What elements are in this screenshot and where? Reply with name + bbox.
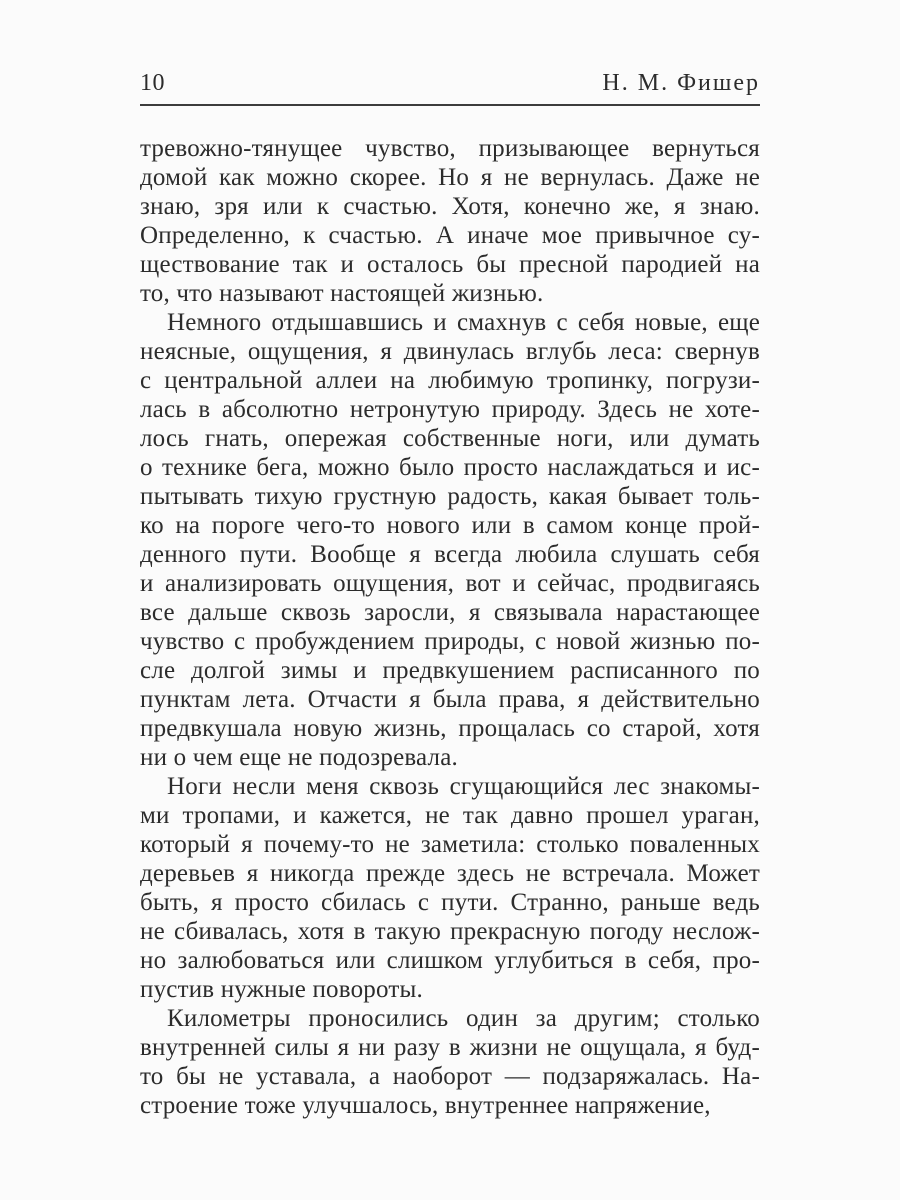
text-line: о технике бега, можно было просто наслаждаться и ис- bbox=[140, 454, 760, 481]
text-line: Ноги несли меня сквозь сгущающийся лес знакомы- bbox=[167, 773, 760, 800]
text-line: не сбивалась, хотя в такую прекрасную погоду неслож- bbox=[140, 918, 760, 945]
text-line: быть, я просто сбилась с пути. Странно, раньше ведь bbox=[140, 889, 760, 916]
paragraph bbox=[140, 308, 760, 772]
text-line: пунктам лета. Отчасти я была права, я действительно bbox=[140, 686, 760, 713]
text-line: домой как можно скорее. Но я не вернулась. Даже не bbox=[140, 164, 760, 191]
text-line: лось гнать, опережая собственные ноги, или думать bbox=[140, 425, 760, 452]
paragraph bbox=[140, 1004, 760, 1120]
text-line: с центральной аллеи на любимую тропинку, погрузи- bbox=[140, 367, 760, 394]
text-line: Определенно, к счастью. А иначе мое привычное су- bbox=[140, 222, 760, 249]
text-line: Километры проносились один за другим; столько bbox=[167, 1005, 760, 1032]
text-line: то бы не уставала, а наоборот — подзаряжалась. На- bbox=[140, 1063, 760, 1090]
text-line: пустив нужные повороты. bbox=[140, 976, 423, 1003]
text-line: тревожно-тянущее чувство, призывающее вернуться bbox=[140, 135, 760, 162]
text-line: ми тропами, и кажется, не так давно прошел ураган, bbox=[140, 802, 760, 829]
text-line: Немного отдышавшись и смахнув с себя новые, еще bbox=[167, 309, 760, 336]
text-line: пытывать тихую грустную радость, какая бывает толь- bbox=[140, 483, 760, 510]
text-line: ко на пороге чего-то нового или в самом конце прой- bbox=[140, 512, 760, 539]
text-line: который я почему-то не заметила: столько поваленных bbox=[140, 831, 760, 858]
text-line: неясные, ощущения, я двинулась вглубь леса: свернув bbox=[140, 338, 760, 365]
page-number: 10 bbox=[140, 70, 165, 96]
text-line: строение тоже улучшалось, внутреннее напряжение, bbox=[140, 1092, 711, 1119]
text-line: внутренней силы я ни разу в жизни не ощущала, я буд- bbox=[140, 1034, 760, 1061]
text-line: денного пути. Вообще я всегда любила слушать себя bbox=[140, 541, 760, 568]
paragraph bbox=[140, 134, 760, 308]
text-line: и анализировать ощущения, вот и сейчас, продвигаясь bbox=[140, 570, 760, 597]
running-header-author: Н. М. Фишер bbox=[602, 70, 760, 96]
text-line: лась в абсолютно нетронутую природу. Здесь не хоте- bbox=[140, 396, 760, 423]
body-text bbox=[140, 134, 760, 1120]
page-content bbox=[140, 0, 760, 1120]
text-line: но залюбоваться или слишком углубиться в себя, про- bbox=[140, 947, 760, 974]
text-line: предвкушала новую жизнь, прощалась со старой, хотя bbox=[140, 715, 760, 742]
text-line: то, что называют настоящей жизнью. bbox=[140, 280, 544, 307]
header-rule bbox=[140, 104, 760, 106]
paragraph bbox=[140, 772, 760, 1004]
text-line: знаю, зря или к счастью. Хотя, конечно же, я знаю. bbox=[140, 193, 760, 220]
text-line: чувство с пробуждением природы, с новой жизнью по- bbox=[140, 628, 760, 655]
text-line: ни о чем еще не подозревала. bbox=[140, 744, 458, 771]
text-line: сле долгой зимы и предвкушением расписанного по bbox=[140, 657, 760, 684]
text-line: деревьев я никогда прежде здесь не встречала. Может bbox=[140, 860, 760, 887]
text-line: все дальше сквозь заросли, я связывала нарастающее bbox=[140, 599, 760, 626]
text-line: ществование так и осталось бы пресной пародией на bbox=[140, 251, 760, 278]
running-header bbox=[140, 0, 760, 98]
